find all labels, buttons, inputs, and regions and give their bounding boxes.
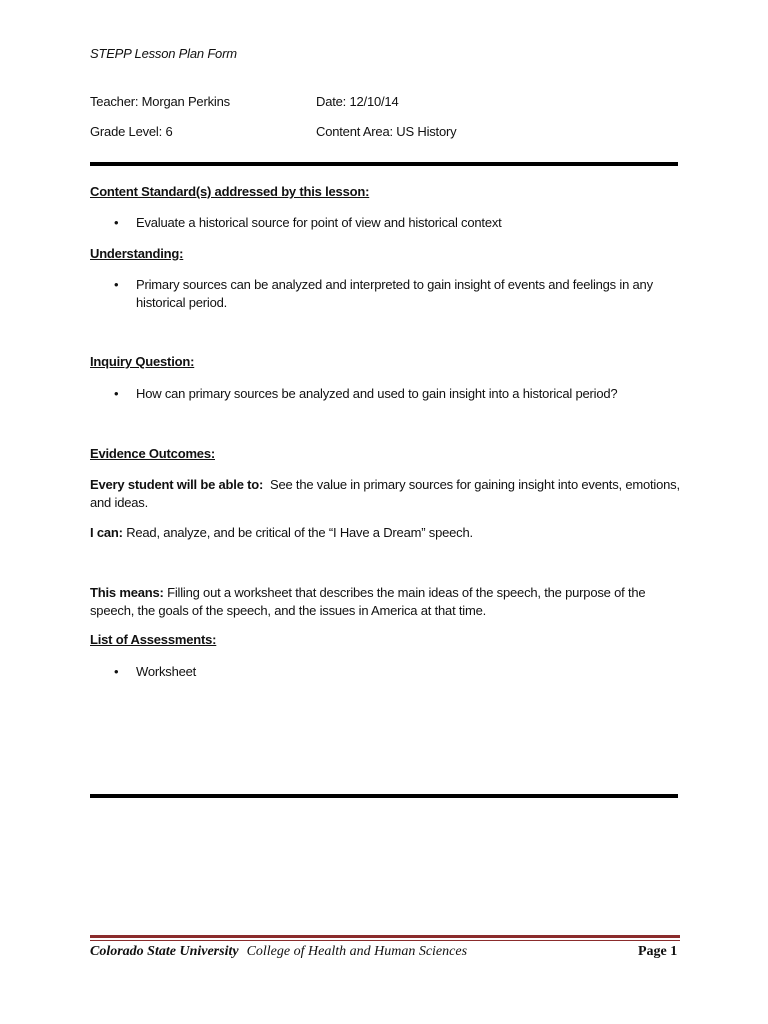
every-student-label: Every student will be able to: xyxy=(90,477,264,492)
every-student-text: See the value in primary sources for gaining insight into events, emotions, and ideas. xyxy=(90,477,680,510)
list-item xyxy=(114,214,674,232)
inquiry-question-heading: Inquiry Question: xyxy=(90,354,195,369)
this-means-label: This means: xyxy=(90,585,164,600)
bullet-icon: • xyxy=(114,664,119,679)
i-can-text: Read, analyze, and be critical of the “I Have a Dream” speech. xyxy=(126,525,473,540)
footer-institution xyxy=(90,944,467,960)
assessment-text: Worksheet xyxy=(136,664,197,679)
bottom-divider xyxy=(90,794,678,798)
assessments-heading: List of Assessments: xyxy=(90,632,217,647)
evidence-outcomes-heading: Evidence Outcomes: xyxy=(90,446,215,461)
understanding-heading: Understanding: xyxy=(90,246,184,261)
content-area-field: Content Area: US History xyxy=(316,124,457,139)
this-means-statement xyxy=(90,584,680,620)
list-item xyxy=(114,276,674,312)
form-title: STEPP Lesson Plan Form xyxy=(90,46,237,61)
date-field: Date: 12/10/14 xyxy=(316,94,399,109)
top-divider xyxy=(90,162,678,166)
i-can-label: I can: xyxy=(90,525,123,540)
i-can-statement xyxy=(90,524,680,542)
bullet-icon: • xyxy=(114,386,119,401)
footer-university: Colorado State University xyxy=(90,944,239,959)
grade-level-field: Grade Level: 6 xyxy=(90,124,173,139)
bullet-icon: • xyxy=(114,215,119,230)
bullet-icon: • xyxy=(114,277,119,292)
understanding-text: Primary sources can be analyzed and interpreted to gain insight of events and feelings in any historical period. xyxy=(136,277,653,310)
content-standards-heading: Content Standard(s) addressed by this lesson: xyxy=(90,184,370,199)
footer-rule-thick xyxy=(90,935,680,938)
every-student-statement xyxy=(90,476,680,512)
inquiry-text: How can primary sources be analyzed and used to gain insight into a historical period? xyxy=(136,386,618,401)
teacher-field: Teacher: Morgan Perkins xyxy=(90,94,230,109)
footer-rule-thin xyxy=(90,940,680,941)
list-item xyxy=(114,663,674,681)
list-item xyxy=(114,385,674,403)
standard-text: Evaluate a historical source for point of view and historical context xyxy=(136,215,502,230)
page-number: Page 1 xyxy=(638,944,678,959)
footer-college: College of Health and Human Sciences xyxy=(246,944,468,959)
this-means-text: Filling out a worksheet that describes the main ideas of the speech, the purpose of the speech, the goals of the speech, and the issues in America at that time. xyxy=(90,585,646,618)
